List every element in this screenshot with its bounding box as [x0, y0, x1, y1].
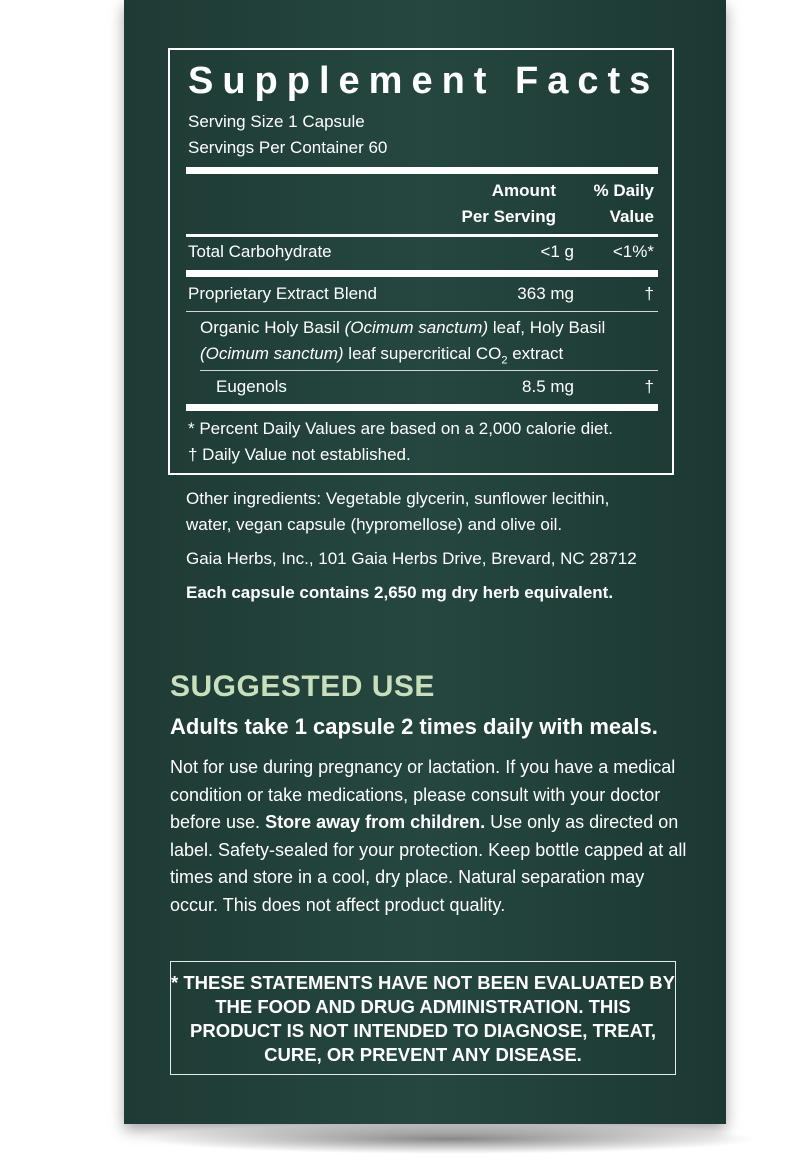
other-ingredients-line1: Other ingredients: Vegetable glycerin, sunflower lecithin,	[186, 489, 610, 508]
warnings-paragraph: Not for use during pregnancy or lactation. If you have a medical condition or take medications, please consult with your doctor before use. Store away from children. Use only as directed on label. Safety-sealed for your protection. Keep bottle capped at all times and store in a cool, dry place. Natural separation may occur. This does not affect product quality.	[170, 757, 687, 915]
panel-shadow	[140, 1124, 760, 1154]
facts-title: Supplement Facts	[188, 60, 660, 102]
dosage-instruction: Adults take 1 capsule 2 times daily with meals.	[170, 714, 658, 739]
suggested-use-title: SUGGESTED USE	[170, 670, 435, 703]
thick-divider	[186, 167, 658, 174]
blend-description-line2: (Ocimum sanctum) leaf supercritical $CO_2$ extract	[200, 344, 564, 367]
thick-divider	[186, 404, 658, 411]
serving-size: Serving Size 1 Capsule	[188, 112, 365, 131]
row-divider	[186, 311, 658, 312]
manufacturer-address: Gaia Herbs, Inc., 101 Gaia Herbs Drive, Brevard, NC 28712	[186, 549, 637, 568]
servings-per-container: Servings Per Container 60	[188, 138, 388, 157]
footnote-daily-values: * Percent Daily Values are based on a 2,000 calorie diet.	[188, 419, 613, 438]
row-divider	[200, 370, 658, 371]
header-divider	[186, 234, 658, 237]
capsule-equivalent: Each capsule contains 2,650 mg dry herb equivalent.	[186, 583, 614, 602]
blend-description-line1: Organic Holy Basil (Ocimum sanctum) leaf, Holy Basil	[200, 318, 606, 337]
daily-value-header: % Daily Value	[593, 181, 654, 226]
thick-divider	[186, 270, 658, 277]
fda-disclaimer-box: * THESE STATEMENTS HAVE NOT BEEN EVALUATED BY THE FOOD AND DRUG ADMINISTRATION. THIS PRODUCT IS NOT INTENDED TO DIAGNOSE, TREAT, CURE, OR PREVENT ANY DISEASE.	[170, 961, 676, 1075]
amount-header: Amount Per Serving	[461, 181, 556, 226]
other-ingredients-line2: water, vegan capsule (hypromellose) and olive oil.	[186, 515, 563, 534]
supplement-facts-box: Supplement Facts Serving Size 1 Capsule Servings Per Container 60 Amount Per Serving % Daily Value Total Carbohydrate <1 g <1%* Proprietary Extract Blend 363 mg † Organic Holy Basil (Ocimum sanctum) leaf, Holy Basil (Ocimum sanctum) leaf supercritical $CO_2$ extract Eugenols 8.5 mg † * Percent Daily Values are based on a 2,000 calorie diet. † Daily Value not established.	[168, 48, 674, 475]
footnote-not-established: † Daily Value not established.	[188, 445, 411, 464]
